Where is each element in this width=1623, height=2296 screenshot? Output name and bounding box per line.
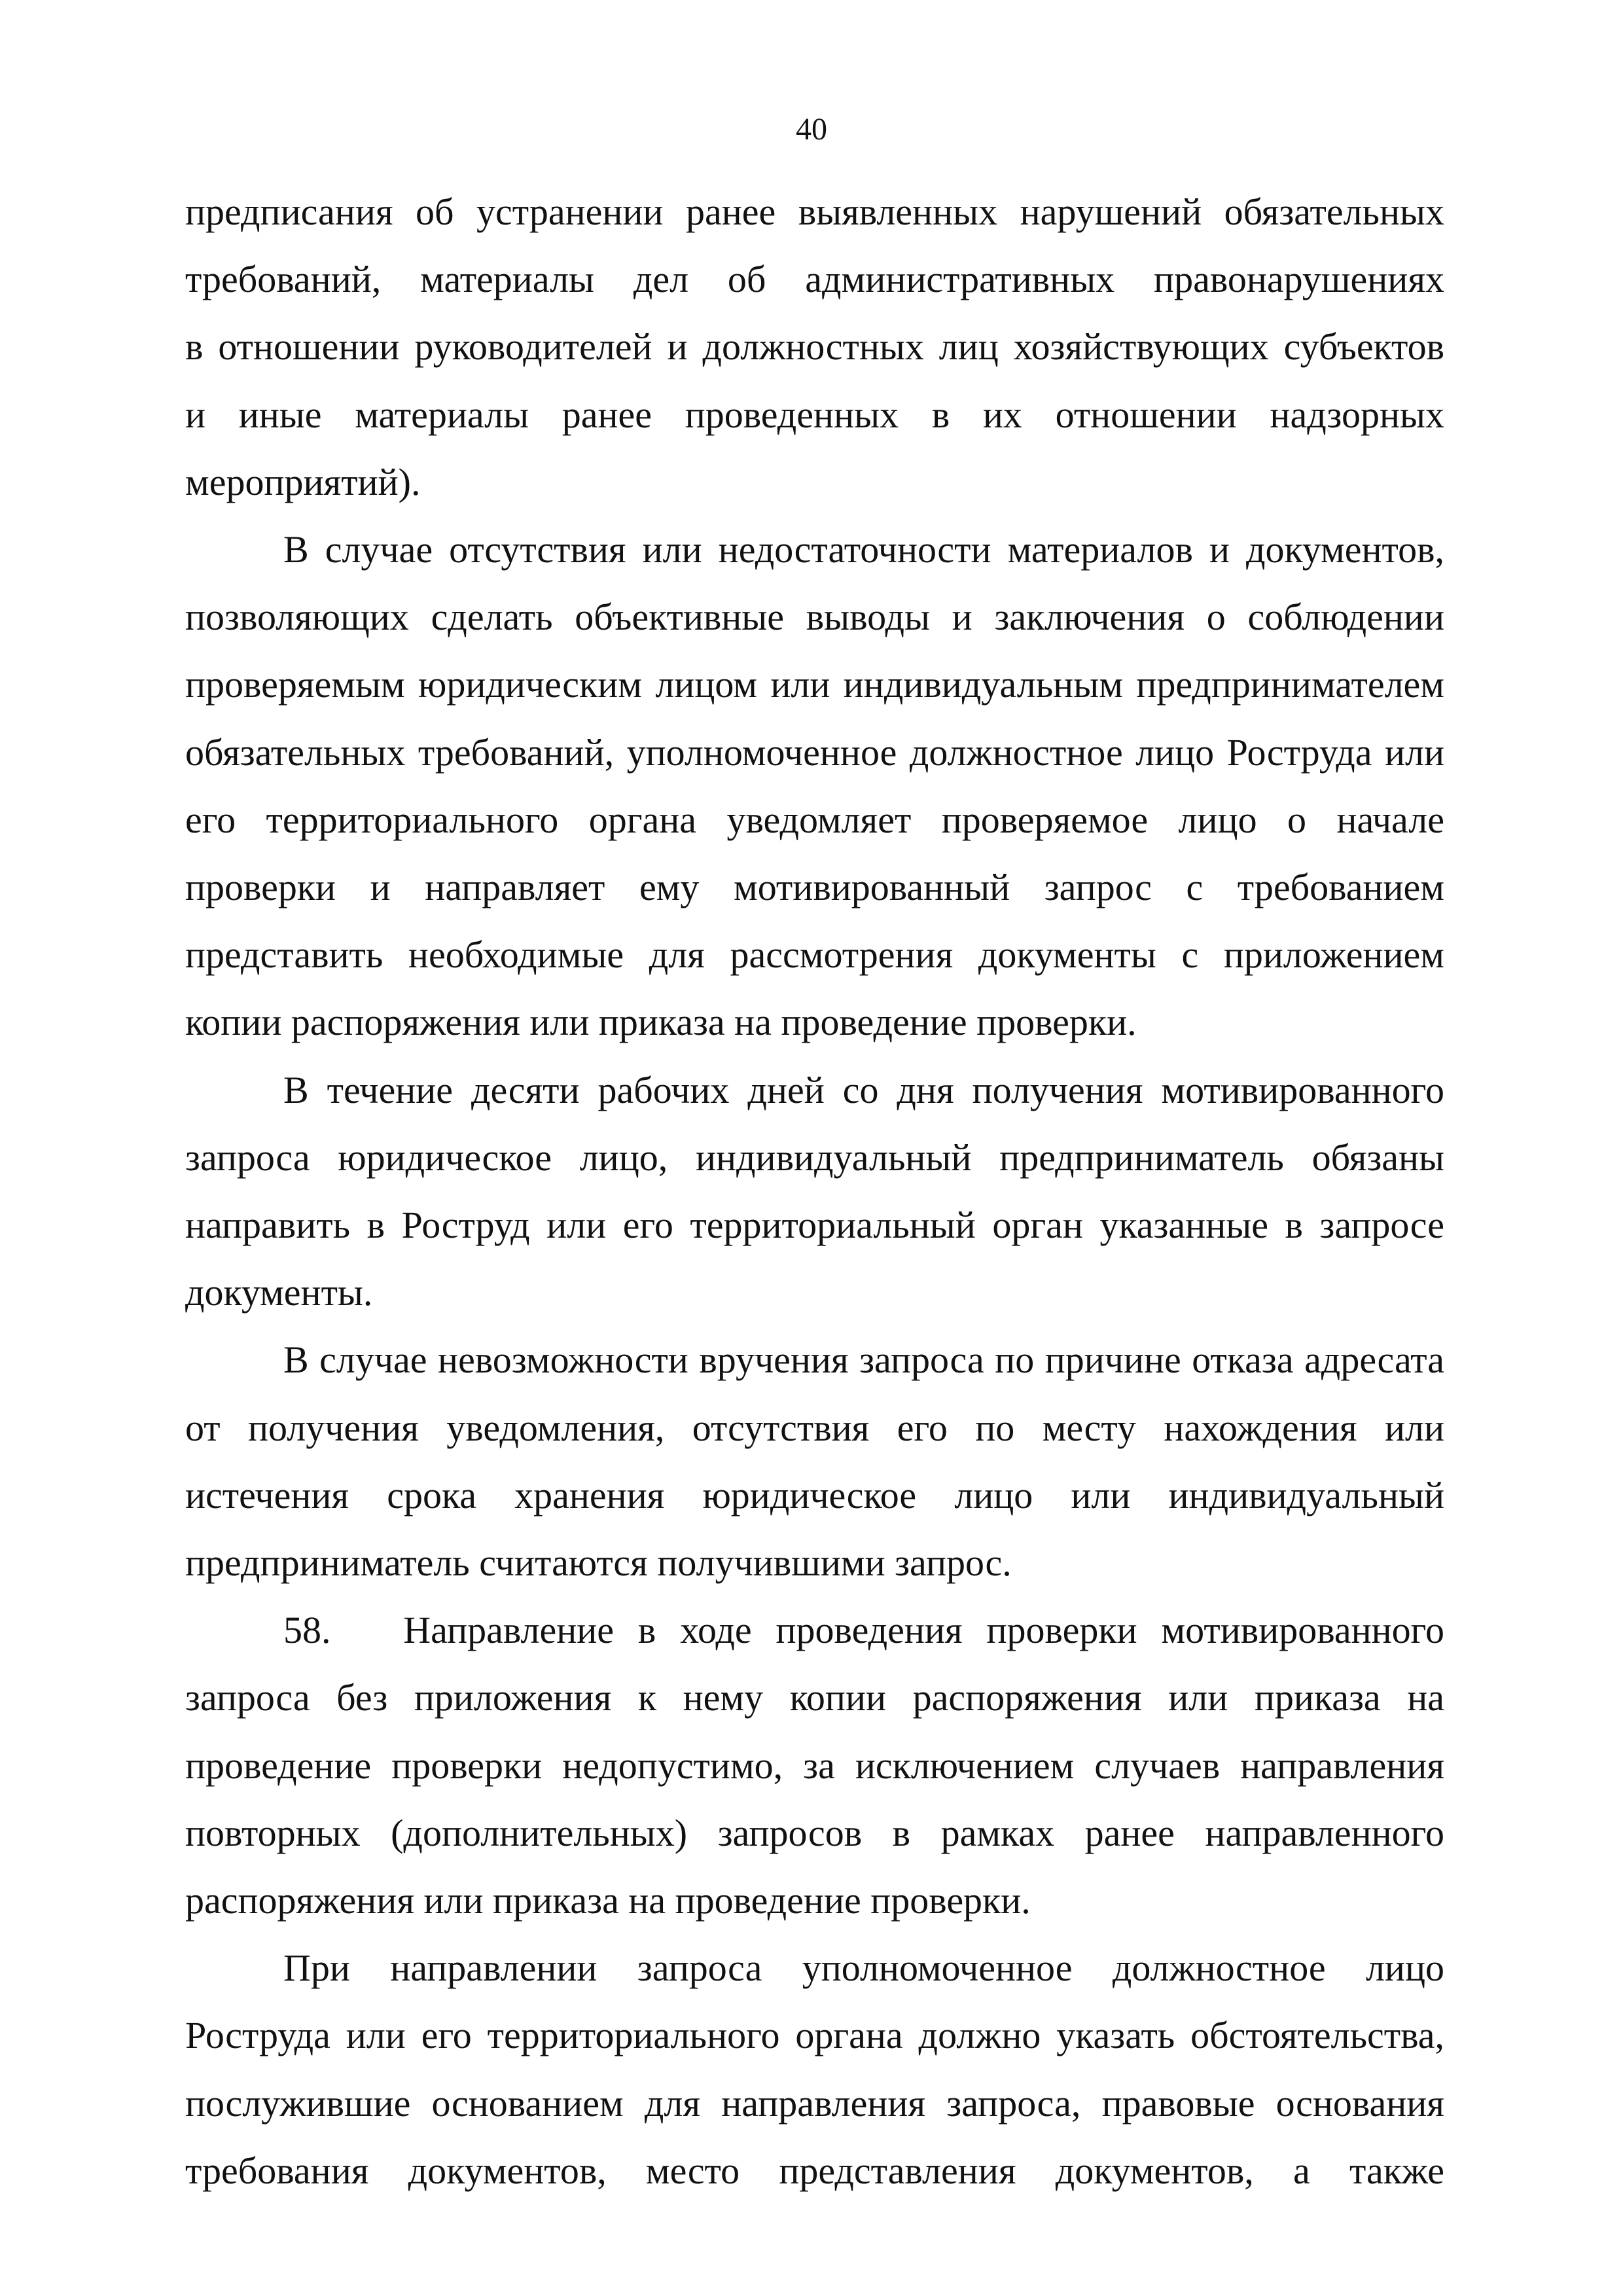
text-line: При направлении запроса уполномоченное должностное лицо bbox=[283, 1946, 1444, 1990]
text-line: проверяемым юридическим лицом или индивидуальным предпринимателем bbox=[185, 663, 1444, 706]
text-line: В случае отсутствия или недостаточности материалов и документов, bbox=[283, 528, 1444, 571]
text-line: В течение десяти рабочих дней со дня получения мотивированного bbox=[283, 1068, 1444, 1111]
text-line: повторных (дополнительных) запросов в рамках ранее направленного bbox=[185, 1811, 1444, 1854]
text-line: документы. bbox=[185, 1271, 373, 1314]
text-line: запроса юридическое лицо, индивидуальный предприниматель обязаны bbox=[185, 1136, 1444, 1179]
text-line: и иные материалы ранее проведенных в их отношении надзорных bbox=[185, 393, 1444, 436]
paragraph-insufficient-materials bbox=[185, 516, 1444, 1056]
paragraph-continuation bbox=[185, 178, 1444, 516]
text-line: в отношении руководителей и должностных лиц хозяйствующих субъектов bbox=[185, 325, 1444, 368]
text-line: копии распоряжения или приказа на проведение проверки. bbox=[185, 1001, 1137, 1044]
paragraph-request-circumstances bbox=[185, 1934, 1444, 2204]
text-line: требований, материалы дел об административных правонарушениях bbox=[185, 258, 1444, 301]
text-line: предписания об устранении ранее выявленных нарушений обязательных bbox=[185, 190, 1444, 233]
text-line: Роструда или его территориального органа должно указать обстоятельства, bbox=[185, 2014, 1444, 2057]
text-line: представить необходимые для рассмотрения документы с приложением bbox=[185, 933, 1444, 977]
text-line: мероприятий). bbox=[185, 460, 421, 503]
text-line: требования документов, место представления документов, а также bbox=[185, 2149, 1444, 2192]
page-number: 40 bbox=[796, 112, 827, 147]
text-line: распоряжения или приказа на проведение проверки. bbox=[185, 1879, 1031, 1922]
text-line: позволяющих сделать объективные выводы и заключения о соблюдении bbox=[185, 596, 1444, 639]
text-line: от получения уведомления, отсутствия его по месту нахождения или bbox=[185, 1406, 1444, 1449]
text-line: проверки и направляет ему мотивированный запрос с требованием bbox=[185, 866, 1444, 909]
text-line: проведение проверки недопустимо, за исключением случаев направления bbox=[185, 1744, 1444, 1787]
text-line: истечения срока хранения юридическое лицо или индивидуальный bbox=[185, 1473, 1444, 1516]
text-line: его территориального органа уведомляет проверяемое лицо о начале bbox=[185, 798, 1444, 841]
text-line: В случае невозможности вручения запроса по причине отказа адресата bbox=[283, 1338, 1444, 1382]
text-line: обязательных требований, уполномоченное должностное лицо Роструда или bbox=[185, 730, 1444, 774]
text-line: предприниматель считаются получившими запрос. bbox=[185, 1541, 1012, 1585]
text-line: 58. Направление в ходе проведения проверки мотивированного bbox=[283, 1609, 1444, 1652]
paragraph-delivery-impossible bbox=[185, 1326, 1444, 1596]
text-line: послужившие основанием для направления запроса, правовые основания bbox=[185, 2081, 1444, 2125]
text-line: направить в Роструд или его территориальный орган указанные в запросе bbox=[185, 1204, 1444, 1247]
paragraph-ten-days bbox=[185, 1056, 1444, 1327]
paragraph-clause-58 bbox=[185, 1596, 1444, 1934]
text-line: запроса без приложения к нему копии распоряжения или приказа на bbox=[185, 1676, 1444, 1719]
document-body bbox=[185, 178, 1444, 2204]
